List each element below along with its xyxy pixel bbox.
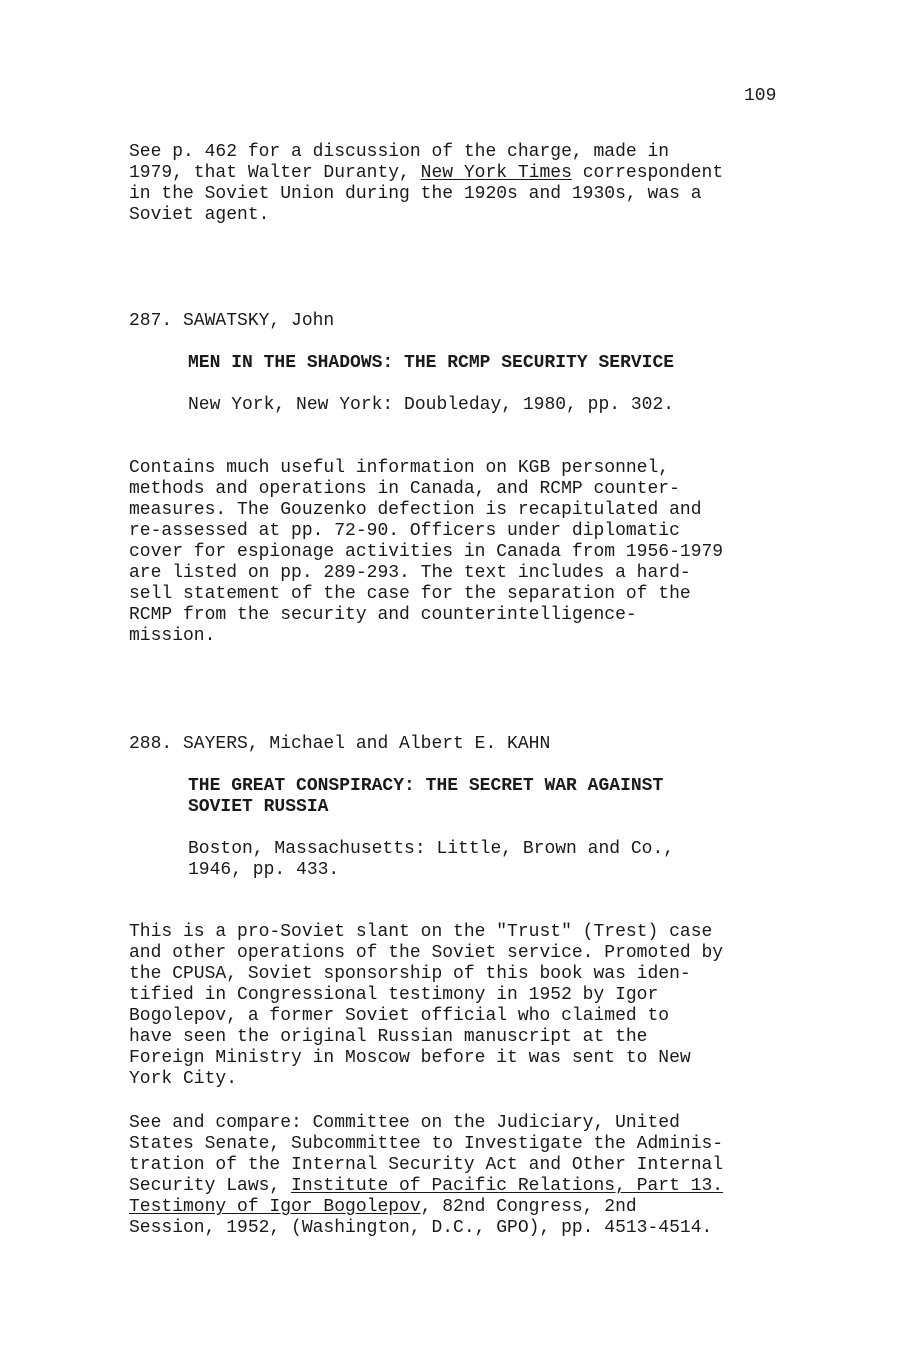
annotation-line: Foreign Ministry in Moscow before it was sent to New [129, 1048, 691, 1068]
intro-line-1: See p. 462 for a discussion of the charge, made in [129, 142, 670, 162]
annotation-line: measures. The Gouzenko defection is recapitulated and [129, 500, 702, 520]
entry-288-publication [188, 839, 788, 881]
annotation-line: are listed on pp. 289-293. The text includes a hard- [129, 563, 691, 583]
see-also-line: tration of the Internal Security Act and Other Internal [129, 1155, 724, 1175]
annotation-line: and other operations of the Soviet service. Promoted by [129, 943, 724, 963]
annotation-line: Bogolepov, a former Soviet official who claimed to [129, 1006, 670, 1026]
annotation-line: tified in Congressional testimony in 1952 by Igor [129, 985, 659, 1005]
entry-287-heading: 287. SAWATSKY, John [129, 311, 335, 331]
annotation-line: have seen the original Russian manuscript at the [129, 1027, 648, 1047]
annotation-line: the CPUSA, Soviet sponsorship of this book was iden- [129, 964, 691, 984]
report-title: Institute of Pacific Relations, Part 13. [291, 1176, 724, 1196]
annotation-line: methods and operations in Canada, and RCMP counter- [129, 479, 680, 499]
intro-line-2: 1979, that Walter Duranty, [129, 163, 421, 183]
entry-287-title: MEN IN THE SHADOWS: THE RCMP SECURITY SERVICE [188, 353, 675, 373]
annotation-line: RCMP from the security and counterintelligence- [129, 605, 637, 625]
page-number: 109 [744, 86, 777, 106]
annotation-line: cover for espionage activities in Canada from 1956-1979 [129, 542, 724, 562]
entry-288-annotation [129, 922, 789, 1090]
entry-288-title [188, 776, 788, 818]
see-also-line: States Senate, Subcommittee to Investigate the Adminis- [129, 1134, 724, 1154]
see-also-line: , 82nd Congress, 2nd [420, 1197, 637, 1217]
intro-note [129, 142, 789, 226]
publication-line: Boston, Massachusetts: Little, Brown and Co., [188, 839, 675, 859]
entry-288-see-also [129, 1113, 789, 1239]
annotation-line: sell statement of the case for the separation of the [129, 584, 691, 604]
entry-287-publication: New York, New York: Doubleday, 1980, pp. 302. [188, 395, 675, 415]
entry-287-annotation [129, 458, 789, 647]
entry-288-heading: 288. SAYERS, Michael and Albert E. KAHN [129, 734, 551, 754]
publication-line: 1946, pp. 433. [188, 860, 340, 880]
see-also-line: See and compare: Committee on the Judiciary, United [129, 1113, 680, 1133]
annotation-line: This is a pro-Soviet slant on the "Trust" (Trest) case [129, 922, 713, 942]
annotation-line: Contains much useful information on KGB personnel, [129, 458, 670, 478]
see-also-line: Security Laws, [129, 1176, 292, 1196]
see-also-line: Session, 1952, (Washington, D.C., GPO), pp. 4513-4514. [129, 1218, 713, 1238]
annotation-line: mission. [129, 626, 216, 646]
intro-line-2-end: correspondent [571, 163, 724, 183]
annotation-line: York City. [129, 1069, 238, 1089]
testimony-title: Testimony of Igor Bogolepov [129, 1197, 421, 1217]
newspaper-title: New York Times [420, 163, 572, 183]
title-line: SOVIET RUSSIA [188, 797, 329, 817]
annotation-line: re-assessed at pp. 72-90. Officers under diplomatic [129, 521, 680, 541]
intro-line-4: Soviet agent. [129, 205, 270, 225]
title-line: THE GREAT CONSPIRACY: THE SECRET WAR AGAINST [188, 776, 664, 796]
intro-line-3: in the Soviet Union during the 1920s and 1930s, was a [129, 184, 702, 204]
